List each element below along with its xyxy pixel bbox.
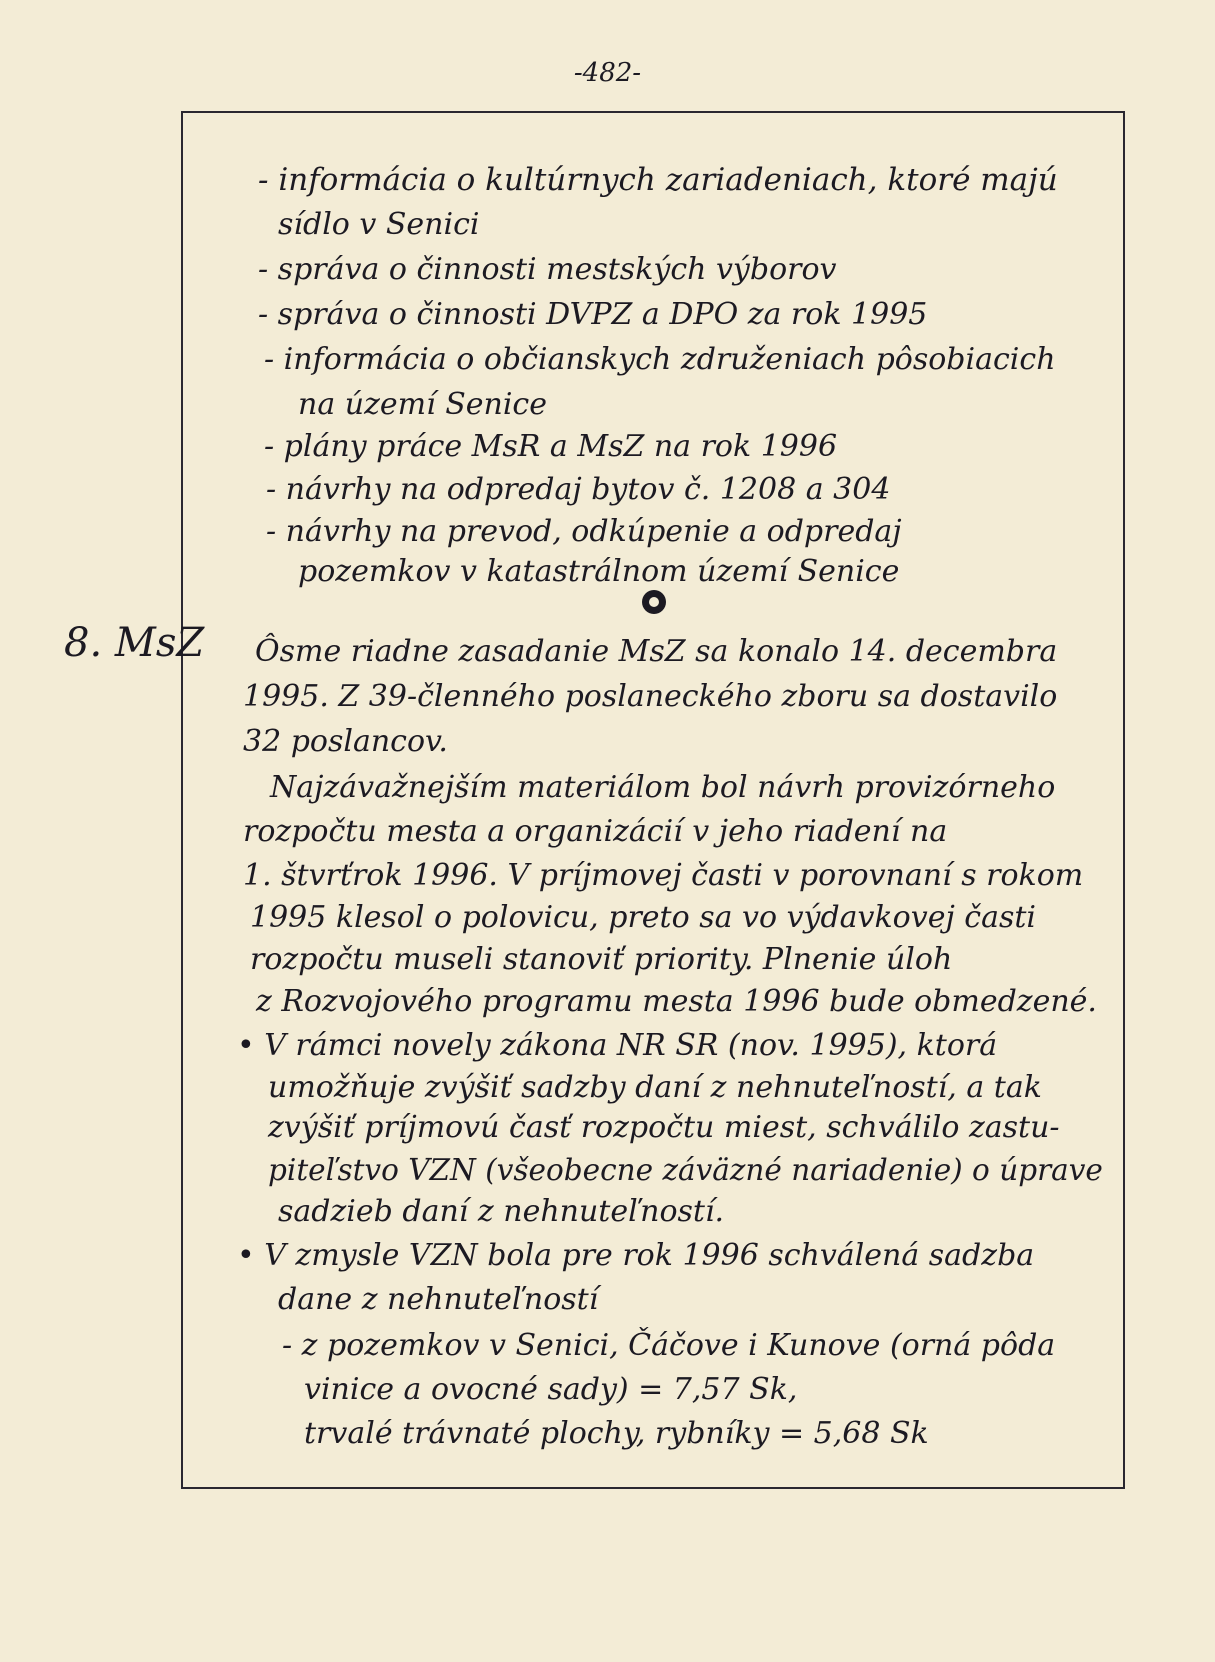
text-line: - informácia o občianskych združeniach pôsobiacich (264, 342, 1056, 377)
text-line: • V zmysle VZN bola pre rok 1996 schválená sadzba (237, 1238, 1035, 1273)
text-line: - návrhy na prevod, odkúpenie a odpredaj (266, 514, 902, 549)
text-line: pozemkov v katastrálnom území Senice (298, 554, 900, 589)
text-line: • V rámci novely zákona NR SR (nov. 1995), ktorá (237, 1028, 998, 1063)
page-number: -482- (573, 58, 642, 88)
text-line: zvýšiť príjmovú časť rozpočtu miest, schválilo zastu- (268, 1110, 1060, 1145)
text-line: rozpočtu museli stanoviť priority. Plnenie úloh (250, 942, 953, 977)
text-line: rozpočtu mesta a organizácií v jeho riadení na (243, 814, 948, 849)
text-line: Ôsme riadne zasadanie MsZ sa konalo 14. decembra (255, 634, 1058, 669)
text-line: sadzieb daní z nehnuteľností. (278, 1194, 725, 1229)
text-line: vinice a ovocné sady) = 7,57 Sk, (304, 1372, 798, 1407)
text-line: z Rozvojového programu mesta 1996 bude obmedzené. (256, 984, 1097, 1019)
text-line: na území Senice (298, 387, 547, 422)
text-line: - správa o činnosti DVPZ a DPO za rok 1995 (258, 297, 928, 332)
text-line: dane z nehnuteľností (278, 1282, 599, 1317)
text-line: - informácia o kultúrnych zariadeniach, ktoré majú (258, 162, 1058, 198)
text-line: piteľstvo VZN (všeobecne záväzné nariadenie) o úprave (268, 1153, 1103, 1187)
text-line: trvalé trávnaté plochy, rybníky = 5,68 Sk (304, 1416, 929, 1451)
text-line: - plány práce MsR a MsZ na rok 1996 (264, 429, 838, 464)
seal-icon (640, 588, 668, 616)
text-line: 1995 klesol o polovicu, preto sa vo výdavkovej časti (250, 900, 1037, 935)
text-line: Najzávažnejším materiálom bol návrh provizórneho (270, 770, 1056, 805)
text-line: umožňuje zvýšiť sadzby daní z nehnuteľností, a tak (268, 1070, 1042, 1105)
text-line: 32 poslancov. (243, 724, 448, 759)
text-line: 1995. Z 39-členného poslaneckého zboru sa dostavilo (243, 679, 1058, 714)
text-line: - návrhy na odpredaj bytov č. 1208 a 304 (266, 472, 891, 507)
margin-note: 8. MsZ (64, 620, 205, 666)
text-line: sídlo v Senici (278, 207, 480, 242)
text-line: - z pozemkov v Senici, Čáčove i Kunove (orná pôda (282, 1328, 1056, 1363)
text-line: - správa o činnosti mestských výborov (258, 252, 837, 287)
text-line: 1. štvrťrok 1996. V príjmovej časti v porovnaní s rokom (243, 858, 1084, 893)
